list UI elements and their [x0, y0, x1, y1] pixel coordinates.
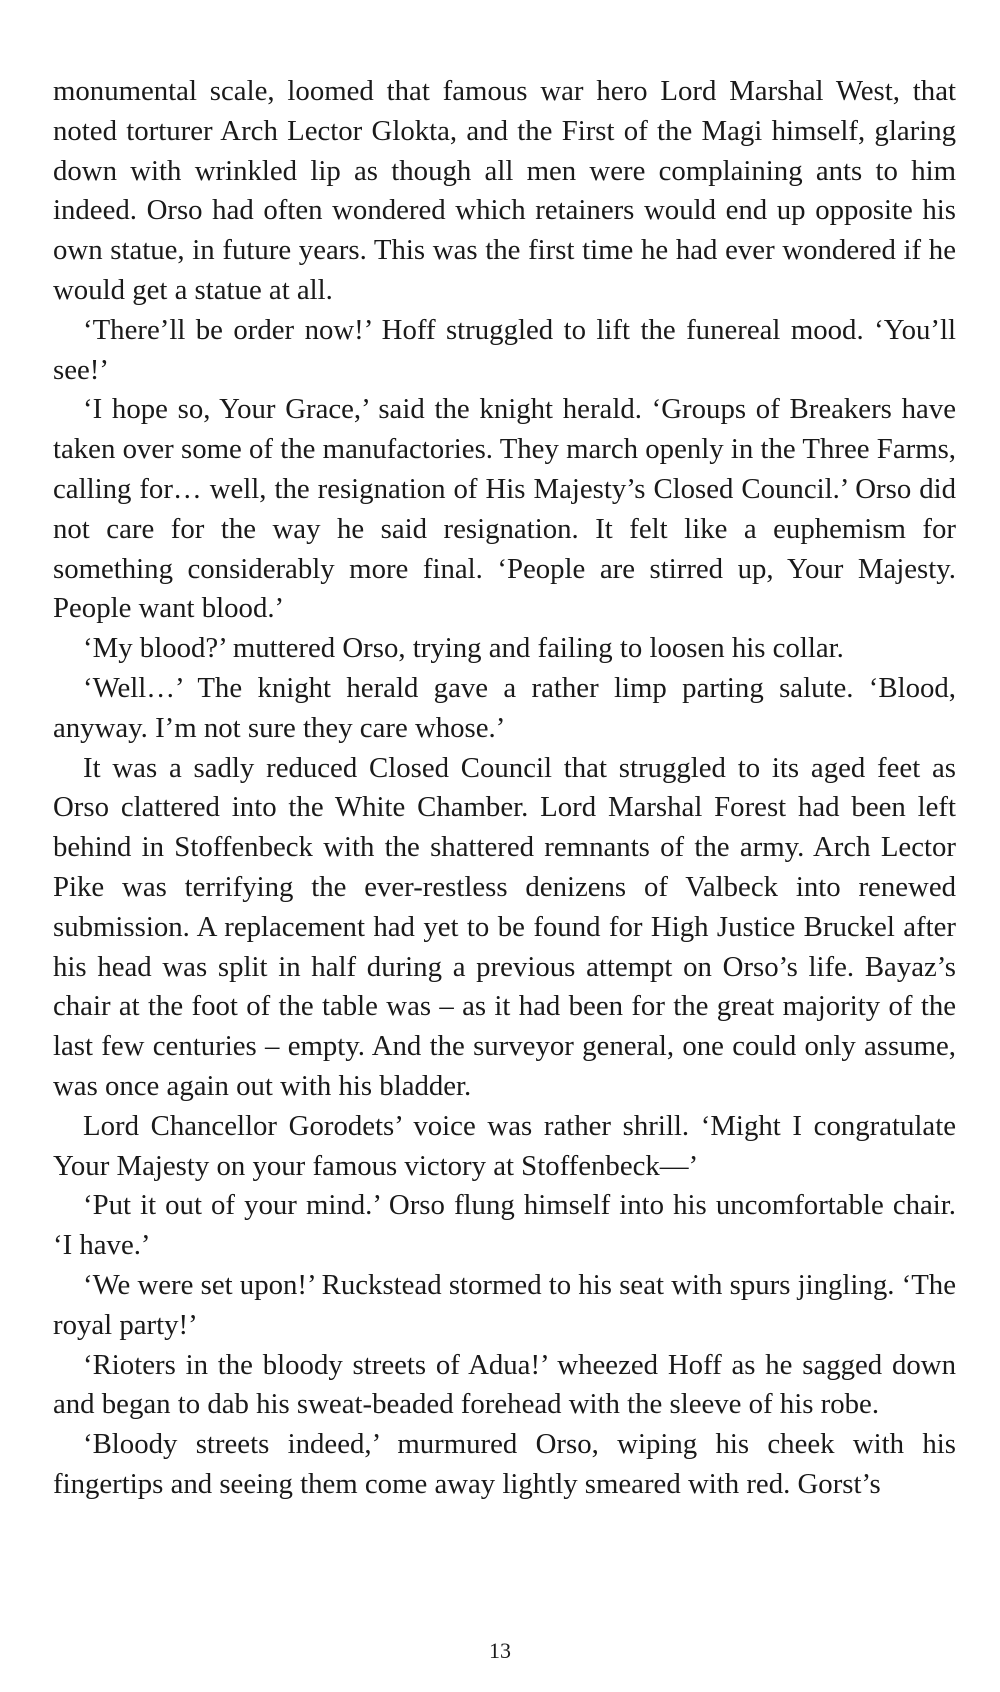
paragraph: ‘Well…’ The knight herald gave a rather limp parting salute. ‘Blood, anyway. I’m not sure they care whose.’ [53, 671, 956, 744]
paragraph: monumental scale, loomed that famous war hero Lord Marshal West, that noted torturer Arch Lector Glokta, and the First of the Magi himself, glaring down with wrinkled lip as though all men were complaining ants to him indeed. Orso had often wondered which retainers would end up opposite his own statue, in future years. This was the first time he had ever wondered if he would get a statue at all. [53, 75, 956, 306]
paragraph: ‘There’ll be order now!’ Hoff struggled to lift the funereal mood. ‘You’ll see!’ [53, 313, 956, 386]
paragraph: ‘We were set upon!’ Ruckstead stormed to his seat with spurs jingling. ‘The royal party!’ [53, 1268, 956, 1341]
body-text [53, 72, 956, 1505]
paragraph: Lord Chancellor Gorodets’ voice was rather shrill. ‘Might I congratulate Your Majesty on your famous victory at Stoffenbeck—’ [53, 1109, 956, 1182]
paragraph: ‘I hope so, Your Grace,’ said the knight herald. ‘Groups of Breakers have taken over some of the manufactories. They march openly in the Three Farms, calling for… well, the resignation of His Majesty’s Closed Council.’ Orso did not care for the way he said resignation. It felt like a euphemism for something considerably more final. ‘People are stirred up, Your Majesty. People want blood.’ [53, 393, 956, 625]
paragraph: ‘My blood?’ muttered Orso, trying and failing to loosen his collar. [83, 632, 844, 665]
paragraph: ‘Rioters in the bloody streets of Adua!’ wheezed Hoff as he sagged down and began to dab his sweat-beaded forehead with the sleeve of his robe. [53, 1348, 956, 1421]
page-number: 13 [489, 1638, 511, 1663]
paragraph: ‘Put it out of your mind.’ Orso flung himself into his uncomfortable chair. ‘I have.’ [53, 1189, 956, 1262]
paragraph: ‘Bloody streets indeed,’ murmured Orso, wiping his cheek with his fingertips and seeing them come away lightly smeared with red. Gorst’s [53, 1428, 956, 1500]
paragraph: It was a sadly reduced Closed Council that struggled to its aged feet as Orso clattered into the White Chamber. Lord Marshal Forest had been left behind in Stoffenbeck with the shattered remnants of the army. Arch Lector Pike was terrifying the ever-restless denizens of Valbeck into renewed submission. A replacement had yet to be found for High Justice Bruckel after his head was split in half during a previous attempt on Orso’s life. Bayaz’s chair at the foot of the table was – as it had been for the great majority of the last few centuries – empty. And the surveyor general, one could only assume, was once again out with his bladder. [53, 751, 956, 1102]
